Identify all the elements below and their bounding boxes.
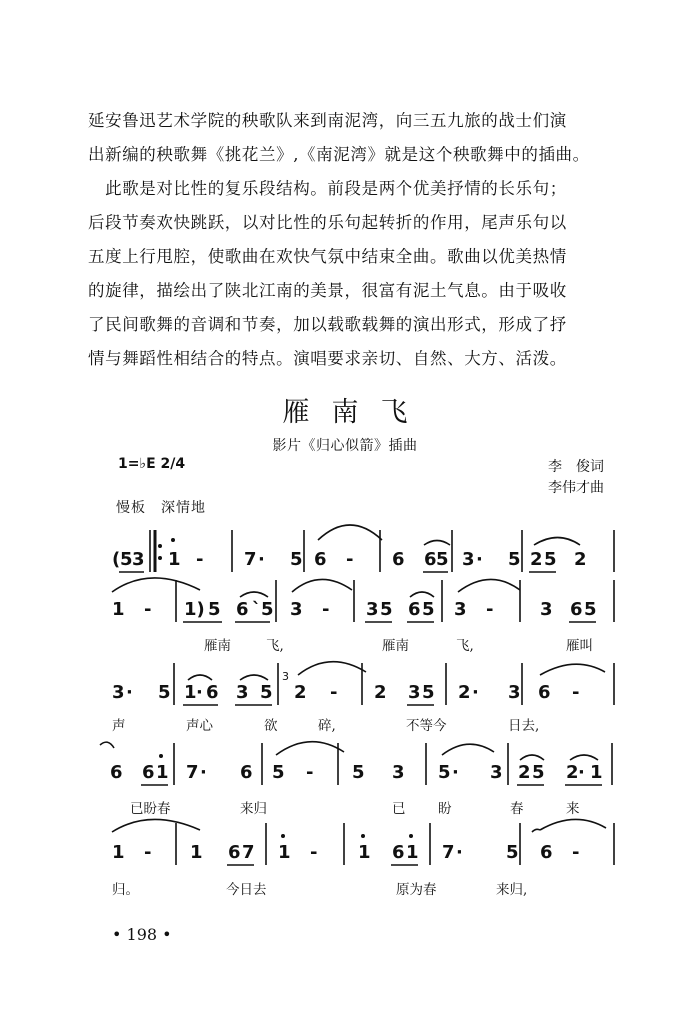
svg-text:5: 5 bbox=[120, 549, 133, 570]
lyric: 今日去 bbox=[226, 882, 267, 898]
svg-text:1: 1 bbox=[190, 842, 203, 863]
svg-text:·: · bbox=[472, 682, 479, 703]
svg-text:-: - bbox=[346, 549, 354, 570]
svg-text:2: 2 bbox=[374, 682, 387, 703]
svg-text:3: 3 bbox=[290, 599, 303, 620]
svg-text:3: 3 bbox=[112, 682, 125, 703]
score-line-1 bbox=[112, 525, 614, 572]
svg-text:7: 7 bbox=[186, 762, 199, 783]
svg-text:5: 5 bbox=[260, 682, 273, 703]
svg-text:`5: `5 bbox=[252, 599, 274, 620]
svg-text:-: - bbox=[196, 549, 204, 570]
lyric: 雁叫 bbox=[566, 638, 593, 654]
svg-text:1: 1 bbox=[168, 549, 181, 570]
svg-text:·: · bbox=[258, 549, 265, 570]
score-line-5 bbox=[112, 819, 614, 865]
svg-text:6: 6 bbox=[392, 842, 405, 863]
paragraph-line: 的旋律，描绘出了陕北江南的美景，很富有泥土气息。由于吸收 bbox=[88, 281, 567, 300]
svg-text:·: · bbox=[476, 549, 483, 570]
svg-text:·: · bbox=[456, 842, 463, 863]
svg-text:5: 5 bbox=[380, 599, 393, 620]
svg-text:1: 1 bbox=[358, 842, 371, 863]
svg-text:2: 2 bbox=[458, 682, 471, 703]
svg-text:-: - bbox=[306, 762, 314, 783]
svg-text:5: 5 bbox=[544, 549, 557, 570]
svg-text:1: 1 bbox=[590, 762, 603, 783]
svg-text:3: 3 bbox=[540, 599, 553, 620]
svg-text:5: 5 bbox=[158, 682, 171, 703]
svg-text:2: 2 bbox=[518, 762, 531, 783]
lyric: 碎, bbox=[318, 718, 336, 734]
lyric: 已盼春 bbox=[130, 801, 171, 817]
lyric: 雁南 bbox=[382, 638, 409, 654]
score-line-2 bbox=[112, 578, 614, 622]
svg-text:5: 5 bbox=[438, 762, 451, 783]
lyric: 盼 bbox=[438, 801, 452, 817]
svg-text:3: 3 bbox=[454, 599, 467, 620]
paragraph-line: 此歌是对比性的复乐段结构。前段是两个优美抒情的长乐句； bbox=[88, 179, 567, 198]
svg-text:6: 6 bbox=[240, 762, 253, 783]
svg-text:5: 5 bbox=[208, 599, 221, 620]
lyric: 飞, bbox=[456, 638, 474, 654]
paragraph-line: 了民间歌舞的音调和节奏，加以载歌载舞的演出形式，形成了抒 bbox=[88, 315, 567, 334]
lyric: 欲 bbox=[264, 718, 278, 734]
svg-text:6: 6 bbox=[408, 599, 421, 620]
svg-text:5: 5 bbox=[436, 549, 449, 570]
composer-credit: 李伟才曲 bbox=[548, 480, 604, 496]
svg-text:6: 6 bbox=[236, 599, 249, 620]
svg-text:·: · bbox=[126, 682, 133, 703]
lyric: 声 bbox=[112, 718, 126, 734]
svg-text:5: 5 bbox=[352, 762, 365, 783]
svg-text:5: 5 bbox=[422, 599, 435, 620]
lyric: 已 bbox=[392, 801, 406, 817]
svg-text:-: - bbox=[572, 682, 580, 703]
svg-text:-: - bbox=[486, 599, 494, 620]
svg-text:1: 1 bbox=[112, 599, 125, 620]
svg-text:-: - bbox=[322, 599, 330, 620]
svg-text:1): 1) bbox=[184, 599, 205, 620]
svg-text:1: 1 bbox=[184, 682, 197, 703]
svg-text:(: ( bbox=[112, 549, 121, 570]
svg-text:2: 2 bbox=[294, 682, 307, 703]
svg-text:5: 5 bbox=[532, 762, 545, 783]
svg-text:3: 3 bbox=[508, 682, 521, 703]
svg-text:7: 7 bbox=[244, 549, 257, 570]
tempo-marking: 慢板 深情地 bbox=[116, 500, 206, 516]
svg-text:-: - bbox=[310, 842, 318, 863]
svg-text:1: 1 bbox=[406, 842, 419, 863]
paragraph-line: 出新编的秧歌舞《挑花兰》,《南泥湾》就是这个秧歌舞中的插曲。 bbox=[88, 145, 590, 164]
song-subtitle: 影片《归心似箭》插曲 bbox=[272, 438, 418, 454]
svg-text:5: 5 bbox=[508, 549, 521, 570]
svg-text:3: 3 bbox=[490, 762, 503, 783]
svg-text:1: 1 bbox=[112, 842, 125, 863]
lyric: 雁南 bbox=[204, 638, 231, 654]
svg-text:2: 2 bbox=[566, 762, 579, 783]
svg-text:6: 6 bbox=[142, 762, 155, 783]
page-number: • 198 • bbox=[112, 925, 172, 944]
svg-text:3: 3 bbox=[366, 599, 379, 620]
lyric: 来归, bbox=[496, 882, 528, 898]
svg-text:3: 3 bbox=[236, 682, 249, 703]
svg-text:6: 6 bbox=[424, 549, 437, 570]
svg-text:6: 6 bbox=[570, 599, 583, 620]
svg-text:2: 2 bbox=[574, 549, 587, 570]
lyric: 来归 bbox=[240, 801, 267, 817]
key-signature: 1=♭E 2/4 bbox=[118, 456, 186, 472]
svg-text:5: 5 bbox=[272, 762, 285, 783]
svg-text:2: 2 bbox=[530, 549, 543, 570]
paragraph-line: 延安鲁迅艺术学院的秧歌队来到南泥湾，向三五九旅的战士们演 bbox=[88, 111, 567, 130]
svg-text:1: 1 bbox=[278, 842, 291, 863]
lyric: 飞, bbox=[266, 638, 284, 654]
svg-text:7: 7 bbox=[242, 842, 255, 863]
svg-text:3: 3 bbox=[408, 682, 421, 703]
svg-text:-: - bbox=[330, 682, 338, 703]
svg-text:6: 6 bbox=[538, 682, 551, 703]
lyric: 来 bbox=[566, 801, 580, 817]
lyricist-credit: 李 俊词 bbox=[548, 459, 604, 475]
svg-text:5: 5 bbox=[584, 599, 597, 620]
paragraph-line: 后段节奏欢快跳跃，以对比性的乐句起转折的作用，尾声乐句以 bbox=[88, 213, 567, 232]
svg-text:·: · bbox=[452, 762, 459, 783]
svg-text:-: - bbox=[144, 599, 152, 620]
svg-text:6: 6 bbox=[110, 762, 123, 783]
lyric: 声心 bbox=[186, 718, 213, 734]
lyric: 归。 bbox=[112, 882, 139, 898]
svg-text:1: 1 bbox=[156, 762, 169, 783]
svg-text:-: - bbox=[572, 842, 580, 863]
svg-text:6: 6 bbox=[314, 549, 327, 570]
lyric: 日去, bbox=[508, 718, 540, 734]
svg-text:-: - bbox=[144, 842, 152, 863]
score-line-4 bbox=[100, 742, 612, 785]
svg-text:3: 3 bbox=[132, 549, 145, 570]
svg-text:·: · bbox=[196, 682, 203, 703]
lyric: 原为春 bbox=[396, 882, 437, 898]
song-title: 雁南飞 bbox=[282, 397, 430, 428]
svg-text:6: 6 bbox=[540, 842, 553, 863]
svg-text:3: 3 bbox=[462, 549, 475, 570]
svg-text:5: 5 bbox=[422, 682, 435, 703]
lyric: 春 bbox=[510, 801, 524, 817]
svg-text:·: · bbox=[578, 762, 585, 783]
svg-text:3: 3 bbox=[282, 670, 289, 683]
paragraph-line: 五度上行甩腔，使歌曲在欢快气氛中结束全曲。歌曲以优美热情 bbox=[88, 247, 567, 266]
svg-text:5: 5 bbox=[506, 842, 519, 863]
svg-text:6: 6 bbox=[392, 549, 405, 570]
paragraph-line: 情与舞蹈性相结合的特点。演唱要求亲切、自然、大方、活泼。 bbox=[88, 349, 567, 368]
svg-text:5: 5 bbox=[290, 549, 303, 570]
svg-text:6: 6 bbox=[206, 682, 219, 703]
svg-text:3: 3 bbox=[392, 762, 405, 783]
lyric: 不等今 bbox=[406, 718, 447, 734]
score-line-3 bbox=[112, 662, 614, 705]
svg-text:·: · bbox=[200, 762, 207, 783]
svg-text:7: 7 bbox=[442, 842, 455, 863]
svg-text:6: 6 bbox=[228, 842, 241, 863]
